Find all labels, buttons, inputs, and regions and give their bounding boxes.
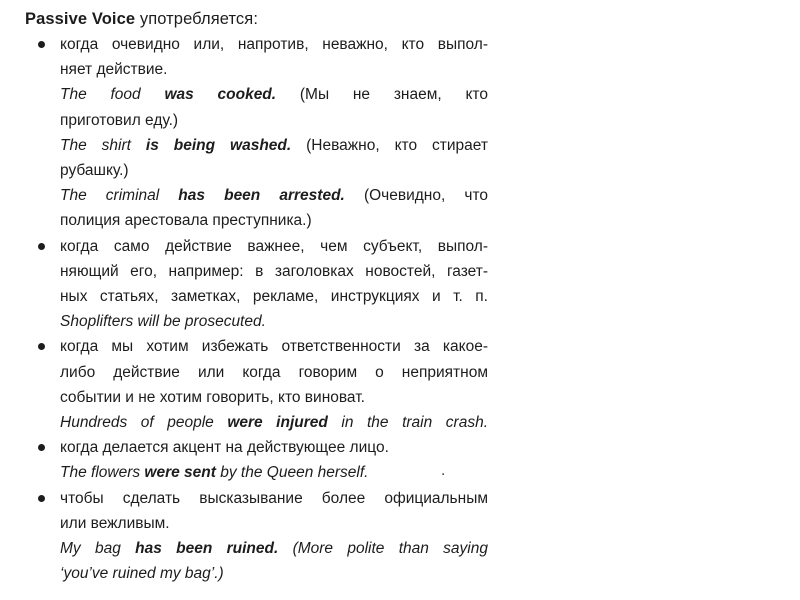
bullet-dot-icon	[38, 41, 45, 48]
text-segment: когда очевидно или, напротив, неважно, кто выпол-	[60, 36, 488, 53]
text-segment: (More polite than saying	[278, 540, 488, 558]
text-segment: Shoplifters will be prosecuted.	[60, 313, 266, 331]
bullet-marker	[25, 486, 60, 587]
text-segment: когда делается акцент на действующее лицо.	[60, 439, 389, 457]
text-segment: (Очевидно, что	[344, 187, 489, 205]
text-line	[60, 133, 488, 158]
bullet-item	[25, 32, 491, 234]
text-line	[60, 536, 488, 561]
bullet-item	[25, 234, 491, 335]
text-segment: in the train crash.	[327, 414, 488, 432]
text-line	[60, 334, 488, 359]
bullet-marker	[25, 435, 60, 485]
text-line	[60, 108, 488, 133]
text-segment: няющий его, например: в заголовках новостей, газет-	[60, 262, 488, 280]
bullet-dot-icon	[38, 444, 45, 451]
text-segment: (Мы не знаем, кто	[276, 86, 488, 104]
text-line	[60, 385, 488, 410]
text-line	[60, 435, 488, 460]
text-segment: ‘you’ve ruined my bag’.)	[60, 565, 224, 583]
slide-content	[25, 6, 491, 586]
text-segment: приготовил еду.)	[60, 111, 179, 129]
title-suffix: употребляется:	[135, 10, 259, 28]
bullet-item	[25, 334, 491, 435]
text-segment: has been arrested.	[178, 187, 345, 205]
text-line	[60, 511, 488, 536]
text-segment: were sent	[144, 464, 216, 482]
bullet-dot-icon	[38, 495, 45, 502]
text-line	[60, 309, 488, 334]
bullet-text	[60, 32, 488, 234]
title-term: Passive Voice	[25, 10, 136, 28]
text-line	[60, 82, 488, 107]
text-segment: либо действие или когда говорим о неприятном	[60, 363, 488, 381]
bullet-item	[25, 486, 491, 587]
text-segment: My bag	[60, 540, 136, 558]
bullet-text	[60, 435, 488, 485]
text-segment: няет действие.	[60, 61, 168, 79]
text-segment: The shirt	[60, 136, 146, 154]
bullet-dot-icon	[38, 343, 45, 350]
text-segment: has been ruined.	[135, 540, 279, 558]
text-segment: The flowers	[60, 464, 145, 482]
text-segment: когда само действие важнее, чем субъект, выпол-	[60, 237, 488, 255]
text-segment: событии и не хотим говорить, кто виноват.	[60, 388, 365, 406]
text-line	[60, 460, 488, 485]
text-segment: were injured	[227, 414, 328, 432]
bullet-marker	[25, 234, 60, 335]
text-segment: чтобы сделать высказывание более официальным	[60, 489, 488, 507]
bullet-text	[60, 234, 488, 335]
text-line	[60, 486, 488, 511]
bullet-item	[25, 435, 491, 485]
text-line	[60, 234, 488, 259]
scan-artifact-dot: .	[441, 462, 446, 479]
bullet-marker	[25, 32, 60, 234]
text-segment: was cooked.	[164, 86, 277, 104]
text-segment: (Неважно, кто стирает	[291, 136, 489, 154]
bullet-marker	[25, 334, 60, 435]
text-line	[60, 183, 488, 208]
text-segment: Hundreds of people	[60, 414, 228, 432]
text-line	[60, 410, 488, 435]
text-line	[60, 32, 488, 57]
text-segment: The food	[60, 86, 165, 104]
bullet-text	[60, 334, 488, 435]
text-segment: полиция арестовала преступника.)	[60, 212, 312, 230]
text-line	[60, 561, 488, 586]
text-segment: ных статьях, заметках, рекламе, инструкциях и т. п.	[60, 288, 488, 306]
bullet-list	[25, 32, 491, 586]
page-title	[25, 6, 491, 32]
text-line	[60, 284, 488, 309]
text-segment: The criminal	[60, 187, 179, 205]
text-line	[60, 158, 488, 183]
text-segment: рубашку.)	[60, 162, 129, 180]
text-segment: is being washed.	[145, 136, 292, 154]
text-line	[60, 208, 488, 233]
bullet-dot-icon	[38, 243, 45, 250]
text-segment: когда мы хотим избежать ответственности за какое-	[60, 338, 488, 356]
text-segment: или вежливым.	[60, 514, 170, 532]
text-line	[60, 57, 488, 82]
text-segment: by the Queen herself.	[215, 464, 369, 482]
text-line	[60, 259, 488, 284]
text-line	[60, 360, 488, 385]
bullet-text	[60, 486, 488, 587]
